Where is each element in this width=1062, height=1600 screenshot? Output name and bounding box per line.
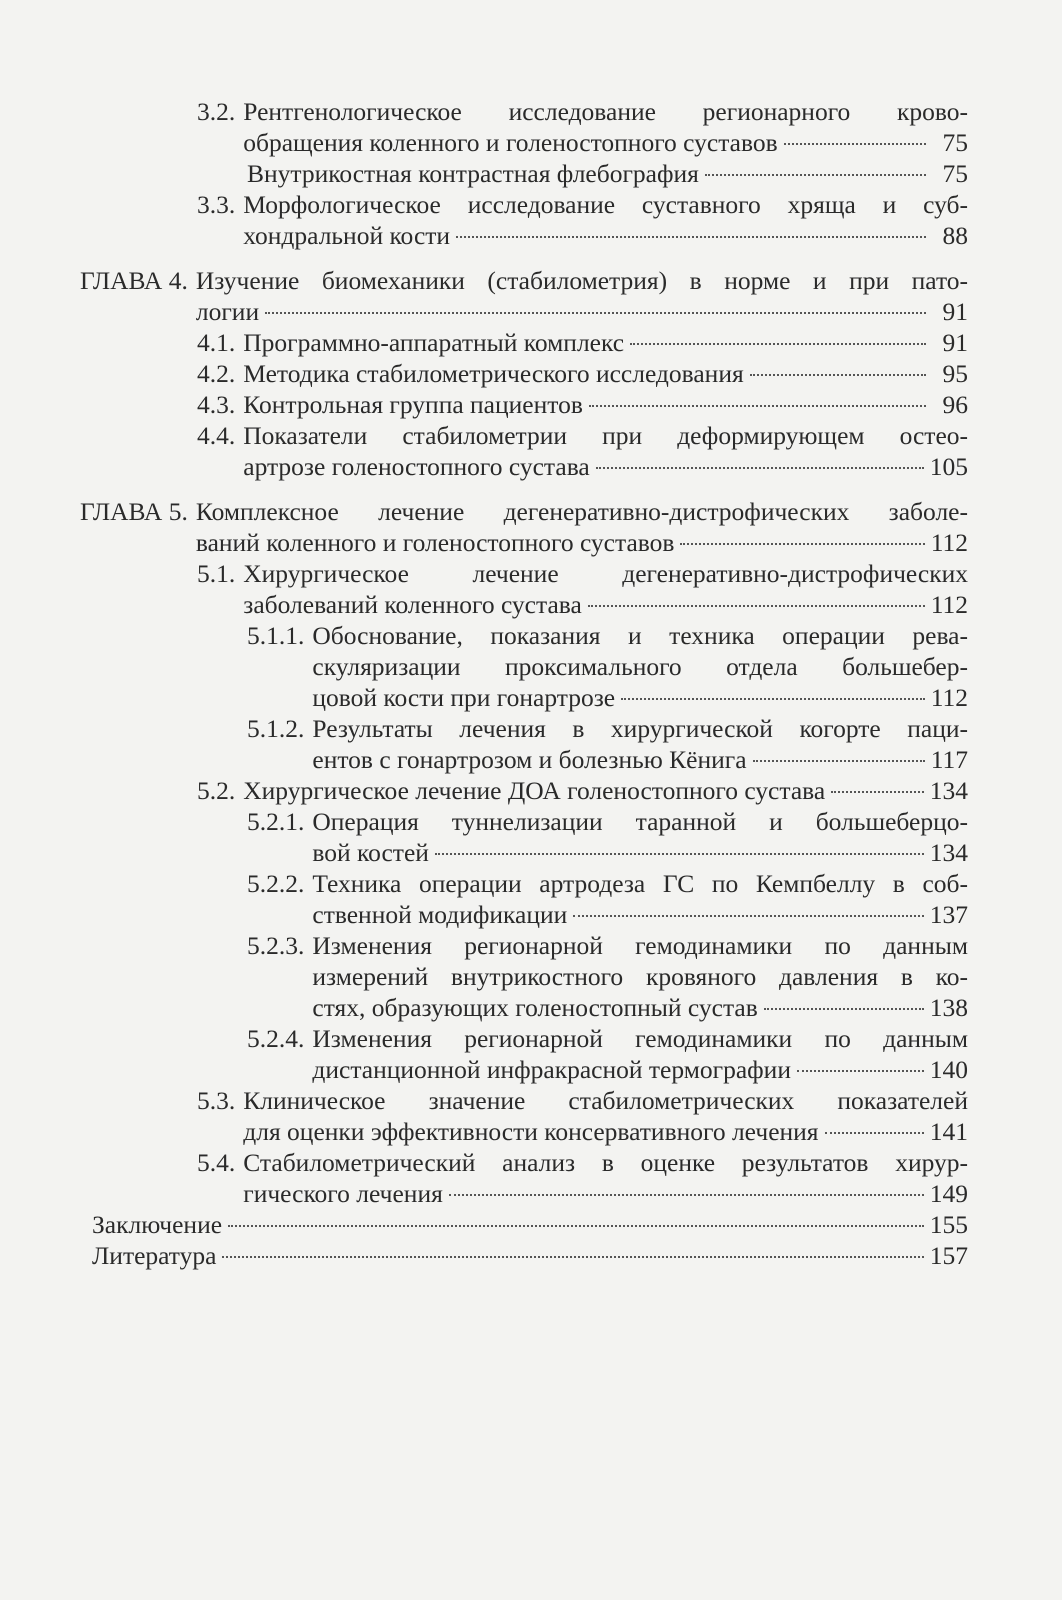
toc-entry [197, 327, 968, 358]
toc-entry-title-line: Контрольная группа пациентов [243, 390, 583, 419]
toc-entry [247, 1023, 968, 1085]
toc-entry-title-line: ваний коленного и голеностопного суставов [195, 528, 675, 557]
toc-entry [197, 1147, 968, 1209]
toc-entry [80, 265, 968, 327]
toc-entry-title-line: ственной модификации [312, 900, 568, 929]
toc-entry [247, 713, 968, 775]
toc-entry-title-line: стях, образующих голеностопный сустав [312, 993, 758, 1022]
dot-leader [764, 1008, 924, 1010]
toc-entry-number: 4.2. [197, 359, 236, 388]
dot-leader [825, 1132, 924, 1134]
dot-leader [449, 1194, 924, 1196]
toc-page-number: 157 [929, 1241, 968, 1270]
dot-leader [630, 343, 926, 345]
toc-entry-title-line: вой костей [312, 838, 429, 867]
toc-entry [239, 158, 968, 189]
toc-entry-title-line: Изменения регионарной гемодинамики по данным [312, 931, 968, 960]
toc-entry-title-line: дистанционной инфракрасной термографии [312, 1055, 791, 1084]
toc-page-number: 141 [929, 1117, 968, 1146]
dot-leader [797, 1070, 924, 1072]
toc-entry-number: 5.2.4. [247, 1024, 305, 1053]
dot-leader [784, 143, 926, 145]
toc-entry [247, 930, 968, 1023]
toc-entry [84, 1209, 968, 1240]
toc-entry-number: 5.2.1. [247, 807, 305, 836]
toc-page-number: 155 [929, 1210, 968, 1239]
toc-entry-title-line: цовой кости при гонартрозе [312, 683, 616, 712]
toc-entry-title-line: артрозе голеностопного сустава [243, 452, 590, 481]
dot-leader [589, 405, 926, 407]
toc-entry [197, 558, 968, 620]
toc-entry-number: ГЛАВА 4. [80, 266, 188, 295]
toc-page-number: 138 [929, 993, 968, 1022]
toc-entry [247, 806, 968, 868]
toc-entry [197, 189, 968, 251]
dot-leader [753, 760, 925, 762]
toc-entry [197, 420, 968, 482]
toc-entry-title-line: Морфологическое исследование суставного хряща и суб- [243, 190, 968, 219]
dot-leader [265, 312, 926, 314]
toc-entry-number: 3.2. [197, 97, 236, 126]
toc-entry [197, 775, 968, 806]
toc-entry-title-line: Рентгенологическое исследование регионарного крово- [243, 97, 968, 126]
dot-leader [435, 853, 924, 855]
toc-entry [247, 620, 968, 713]
toc-entry-title-line: хондральной кости [243, 221, 451, 250]
toc-entry-title-line: Стабилометрический анализ в оценке результатов хирур- [243, 1148, 968, 1177]
toc-page-number: 112 [930, 528, 968, 557]
toc-entry-number: 4.4. [197, 421, 236, 450]
dot-leader [596, 467, 924, 469]
toc-entry-title-line: Литература [92, 1241, 217, 1270]
toc-entry-number: 5.2.2. [247, 869, 305, 898]
toc-entry-number: 4.1. [197, 328, 236, 357]
toc-entry-title-line: Методика стабилометрического исследования [243, 359, 744, 388]
toc-page-number: 134 [929, 776, 968, 805]
toc-page-number: 112 [930, 683, 968, 712]
toc-entry-number: 5.1.2. [247, 714, 305, 743]
toc-entry-title-line: для оценки эффективности консервативного лечения [243, 1117, 819, 1146]
toc-entry-title-line: Комплексное лечение дегенеративно-дистрофических заболе- [195, 497, 968, 526]
toc-entry [80, 496, 968, 558]
toc-page-number: 91 [942, 297, 968, 326]
toc-page-number: 105 [929, 452, 968, 481]
dot-leader [680, 543, 924, 545]
toc-entry-title-line: Хирургическое лечение ДОА голеностопного сустава [243, 776, 826, 805]
toc-entry [197, 96, 968, 158]
toc-entry-title-line: Техника операции артродеза ГС по Кемпбеллу в соб- [312, 869, 968, 898]
toc-page-number: 149 [929, 1179, 968, 1208]
toc-page-number: 134 [929, 838, 968, 867]
dot-leader [456, 236, 926, 238]
dot-leader [750, 374, 926, 376]
toc-page-number: 140 [929, 1055, 968, 1084]
toc-entry-title-line: Операция туннелизации таранной и большеберцо- [312, 807, 968, 836]
toc-page-number: 88 [942, 221, 968, 250]
toc-page-number: 96 [942, 390, 968, 419]
dot-leader [228, 1225, 924, 1227]
dot-leader [831, 791, 924, 793]
toc-entry-title-line: логии [195, 297, 260, 326]
toc-page-number: 75 [942, 128, 968, 157]
toc-entry-number: 5.1. [197, 559, 236, 588]
dot-leader [705, 174, 926, 176]
toc-entry-number: 5.2. [197, 776, 236, 805]
toc-entry-title-line: скуляризации проксимального отдела большебер- [312, 652, 968, 681]
dot-leader [222, 1256, 923, 1258]
toc-page-number: 137 [929, 900, 968, 929]
toc-entry-title-line: заболеваний коленного сустава [243, 590, 582, 619]
toc-entry-title-line: Результаты лечения в хирургической когорте паци- [312, 714, 968, 743]
toc-entry-title-line: гического лечения [243, 1179, 443, 1208]
table-of-contents [0, 96, 1062, 1271]
toc-entry-number: 4.3. [197, 390, 236, 419]
toc-entry-title-line: Клиническое значение стабилометрических показателей [243, 1086, 968, 1115]
toc-entry-number: 5.1.1. [247, 621, 305, 650]
toc-entry-number: 5.3. [197, 1086, 236, 1115]
toc-entry-title-line: Изучение биомеханики (стабилометрия) в норме и при пато- [195, 266, 968, 295]
dot-leader [621, 698, 925, 700]
toc-entry-title-line: Внутрикостная контрастная флебография [247, 159, 699, 188]
toc-entry-number: 5.4. [197, 1148, 236, 1177]
toc-page-number: 117 [930, 745, 968, 774]
toc-entry [197, 1085, 968, 1147]
toc-page-number: 95 [942, 359, 968, 388]
toc-page-number: 91 [942, 328, 968, 357]
toc-entry-number: 5.2.3. [247, 931, 305, 960]
toc-entry [247, 868, 968, 930]
toc-entry-title-line: Программно-аппаратный комплекс [243, 328, 625, 357]
toc-entry [197, 358, 968, 389]
toc-page-number: 112 [930, 590, 968, 619]
toc-entry-title-line: Обоснование, показания и техника операции рева- [312, 621, 968, 650]
toc-entry-number: 3.3. [197, 190, 236, 219]
toc-entry-title-line: ентов с гонартрозом и болезнью Кёнига [312, 745, 747, 774]
toc-entry-title-line: измерений внутрикостного кровяного давления в ко- [312, 962, 968, 991]
toc-entry-title-line: Изменения регионарной гемодинамики по данным [312, 1024, 968, 1053]
dot-leader [573, 915, 923, 917]
toc-page-number: 75 [942, 159, 968, 188]
toc-entry-number: ГЛАВА 5. [80, 497, 188, 526]
toc-entry-title-line: обращения коленного и голеностопного суставов [243, 128, 778, 157]
toc-entry-title-line: Заключение [92, 1210, 223, 1239]
toc-entry [197, 389, 968, 420]
toc-entry-title-line: Хирургическое лечение дегенеративно-дистрофических [243, 559, 968, 588]
dot-leader [588, 605, 925, 607]
toc-entry-title-line: Показатели стабилометрии при деформирующем остео- [243, 421, 968, 450]
toc-entry [84, 1240, 968, 1271]
